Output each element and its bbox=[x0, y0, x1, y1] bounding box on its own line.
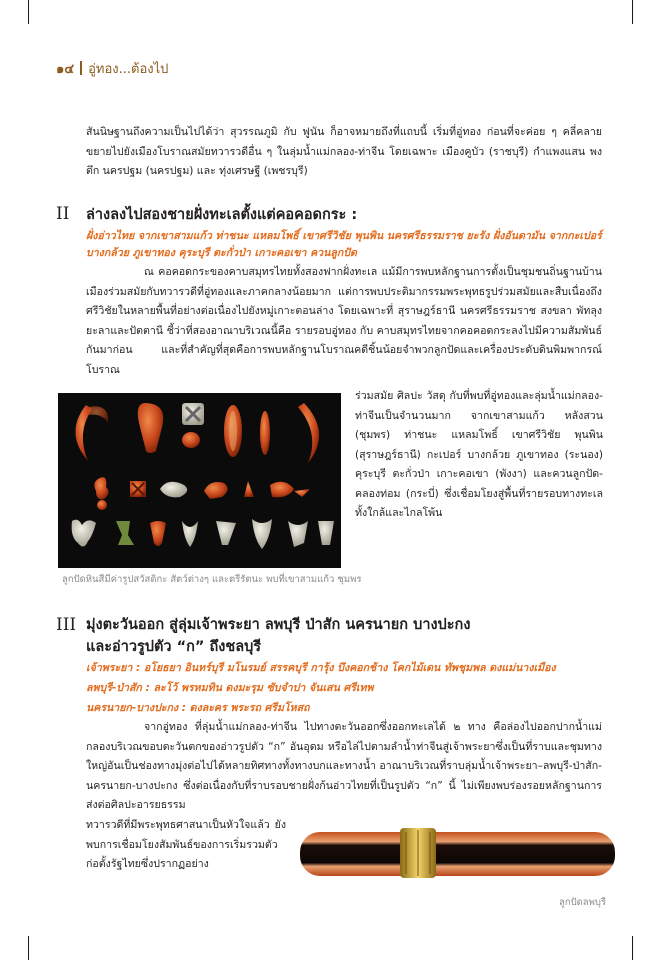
section-3-wrap-text: ทวารวดีที่มีพระพุทธศาสนาเป็นหัวใจแล้ว ยังพบการเชื่อมโยงสัมพันธ์ของการเริ่มรวมตัวก่อตั้งรัฐไทยซึ่งปรากฏอย่าง bbox=[86, 819, 286, 870]
section-3-photo-caption: ลูกปัดลพบุรี bbox=[559, 897, 606, 908]
running-title: อู่ทอง...ต้องไป bbox=[88, 62, 169, 77]
crop-mark bbox=[28, 936, 29, 960]
crop-mark bbox=[28, 0, 29, 24]
section-2-body: ณ คอคอดกระของคาบสมุทรไทยทั้งสองฟากฝั่งทะเล แม้มีการพบหลักฐานการตั้งเป็นชุมชนถิ่นฐานบ้านเมืองร่วมสมัยกับทวารวดีที่อู่ทองและภาคกลางน้อยมาก แต่การพบประติมากรรมพระพุทธรูปร่วมสมัยและสืบเนื่องถึงศรีวิชัยในหลายพื้นที่อย่างต่อเนื่องไปยังหมู่เกาะตอนล่าง โดยเฉพาะที่ สุราษฎร์ธานี นครศรีธรรมราช สงขลา พัทลุง ยะลาและปัตตานี ชี้ว่าที่สองอาณาบริเวณนี้คือ รายรอบอู่ทอง กับ คาบสมุทรไทยจากคอคอดกระลงไปมีความสัมพันธ์กันมาก่อน และที่สำคัญที่สุดคือการพบหลักฐานโบราณคดีชิ้นน้อยจำพวกลูกปัดและเครื่องประดับดินพิมพากรณ์โบราณ bbox=[86, 266, 602, 376]
page-header bbox=[56, 58, 168, 79]
section-3-body: จากอู่ทอง ที่ลุ่มน้ำแม่กลอง-ท่าจีน ไปทางตะวันออกซึ่งออกทะเลได้ ๒ ทาง คือล่องไปออกปากน้ำแม่กลองบริเวณขอบตะวันตกของอ่าวรูปตัว “ก” อันอุดม หรือไล่ไปตามลำน้ำท่าจีนสู่เจ้าพระยาซึ่งเป็นที่ราบและชุมทางใหญ่อันเป็นช่องทางมุ่งต่อไปได้หลายทิศทางทั้งทางบกและทางน้ำ อาณาบริเวณที่ราบลุ่มน้ำเจ้าพระยา–ลพบุรี-ป่าสัก-นครนายก-บางปะกง ซึ่งต่อเนื่องกับที่ราบรอบชายฝั่งก้นอ่าวไทยที่เป็นรูปตัว “ก” นี้ ไม่เพียงพบร่องรอยหลักฐานการส่งต่อศิลปะอารยธรรม bbox=[86, 721, 602, 811]
section-3-route-nakhon-nayok: นครนายก-บางปะกง : ดงละคร พระรถ ศรีมโหสถ bbox=[86, 702, 310, 714]
crop-mark bbox=[632, 936, 633, 960]
page-number: ๑๔ bbox=[56, 62, 75, 77]
section-2-route: ฝั่งอ่าวไทย จากเขาสามแก้ว ท่าชนะ แหลมโพธิ์ เขาศรีวิชัย พุนพิน นครศรีธรรมราช ยะรัง ฝั่งอันดามัน จากกะเปอร์ บางกล้วย ภูเขาทอง คุระบุรี ตะกั่วป่า เกาะคอเขา ควนลูกปัด bbox=[86, 230, 602, 259]
section-3-route-chao-phraya: เจ้าพระยา : อโยธยา อินทร์บุรี มโนรมย์ สรรคบุรี การุ้ง บึงคอกช้าง โคกไม้เดน ทัพชุมพล ดงแม่นางเมือง bbox=[86, 662, 556, 674]
intro-paragraph: สันนิษฐานถึงความเป็นไปได้ว่า สุวรรณภูมิ กับ ฟูนัน ก็อาจหมายถึงที่แถบนี้ เริ่มที่อู่ทอง ก่อนที่จะค่อย ๆ คลี่คลายขยายไปยังเมืองโบราณสมัยทวารวดีอื่น ๆ ในลุ่มน้ำแม่กลอง-ท่าจีน โดยเฉพาะ เมืองคูบัว (ราชบุรี) กำแพงแสน พงตึก นครปฐม (นครปฐม) และ ทุ่งเศรษฐี (เพชรบุรี) bbox=[86, 126, 602, 177]
section-3-route-lopburi: ลพบุรี-ป่าสัก : ละโว้ พรหมทิน ดงมะรุม ซับจำปา จันเสน ศรีเทพ bbox=[86, 682, 374, 694]
section-2-numeral: II bbox=[56, 204, 70, 224]
header-divider bbox=[80, 61, 82, 75]
section-2-wrap-text: ร่วมสมัย ศิลปะ วัสดุ กับที่พบที่อู่ทองและลุ่มน้ำแม่กลอง-ท่าจีนเป็นจำนวนมาก จากเขาสามแก้ว หลังสวน (ชุมพร) ท่าชนะ แหลมโพธิ์ เขาศรีวิชัย พุนพิน (สุราษฎร์ธานี) กะเปอร์ บางกล้วย ภูเขาทอง (ระนอง) คุระบุรี ตะกั่วป่า เกาะคอเขา (พังงา) และควนลูกปัด-คลองท่อม (กระบี่) ซึ่งเชื่อมโยงสู่พื้นที่รายรอบทางทะเลทั้งใกล้และไกลโพ้น bbox=[355, 390, 603, 519]
section-2-photo-caption: ลูกปัดหินสีมีค่ารูปสวัสดิกะ สัตว์ต่างๆ และตรีรัตนะ พบที่เขาสามแก้ว ชุมพร bbox=[62, 574, 362, 585]
crop-mark bbox=[632, 0, 633, 24]
lopburi-bead-photo bbox=[300, 828, 615, 878]
section-2-title: ล่างลงไปสองชายฝั่งทะเลตั้งแต่คอคอดกระ : bbox=[86, 207, 358, 223]
carnelian-beads-photo bbox=[58, 393, 341, 568]
section-3-title-line1: มุ่งตะวันออก สู่ลุ่มเจ้าพระยา ลพบุรี ป่าสัก นครนายก บางปะกง bbox=[86, 617, 471, 633]
section-3-numeral: III bbox=[56, 615, 77, 635]
section-3-title-line2: และอ่าวรูปตัว “ก” ถึงชลบุรี bbox=[86, 639, 262, 655]
